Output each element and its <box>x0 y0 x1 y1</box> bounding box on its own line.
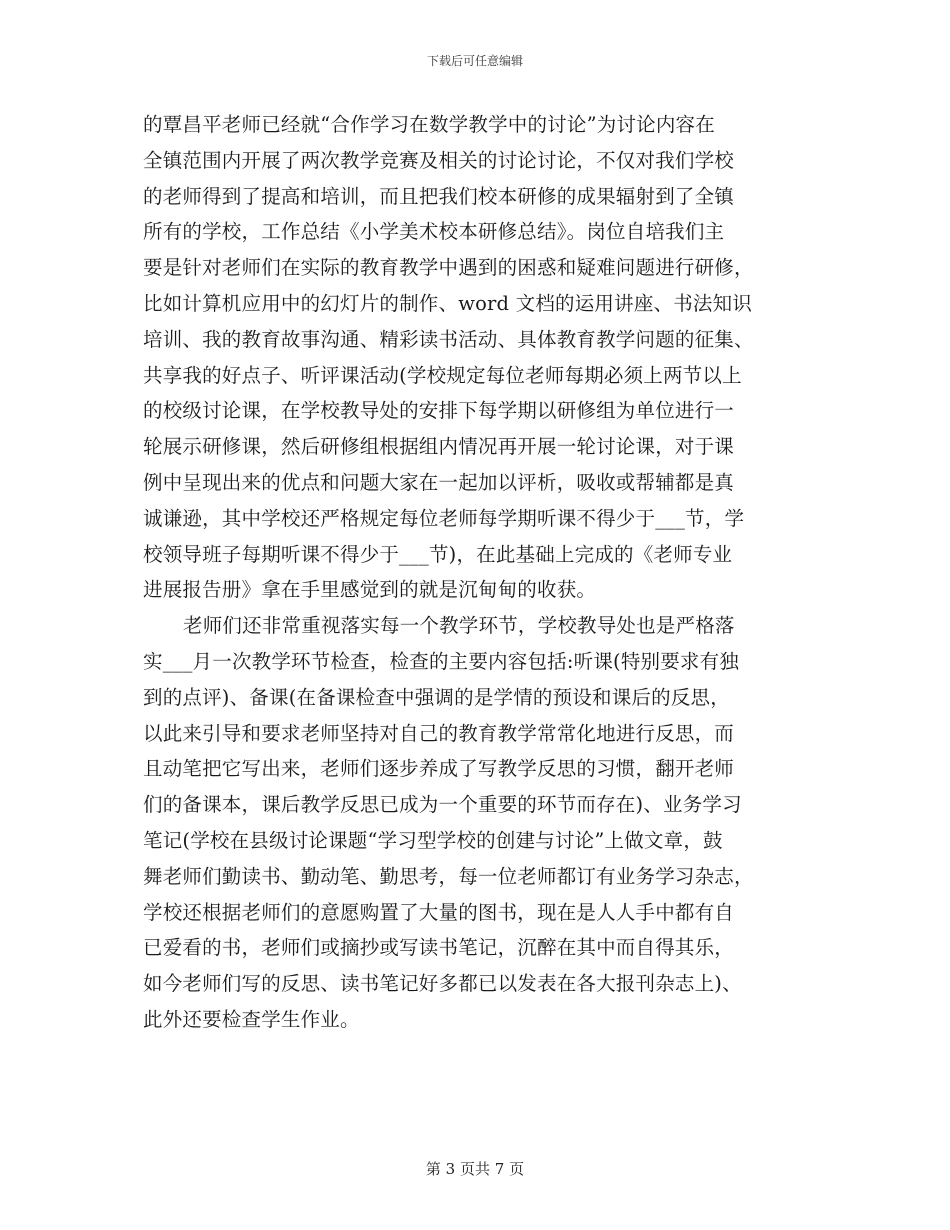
text-line: 以此来引导和要求老师坚持对自己的教育教学常常化地进行反思，而 <box>143 721 735 745</box>
text-line: 已爱看的书，老师们或摘抄或写读书笔记，沉醉在其中而自得其乐， <box>143 936 735 960</box>
paragraph-start-line: 老师们还非常重视落实每一个教学环节，学校教导处也是严格落 <box>183 614 735 638</box>
text-line: 们的备课本，课后教学反思已成为一个重要的环节而存在)、业务学习 <box>143 793 742 817</box>
text-line: 此外还要检查学生作业。 <box>143 1007 360 1031</box>
document-body <box>143 107 805 1038</box>
text-line: 且动笔把它写出来，老师们逐步养成了写教学反思的习惯，翻开老师 <box>143 757 735 781</box>
text-line: 例中呈现出来的优点和问题大家在一起加以评析，吸收或帮辅都是真 <box>143 470 735 494</box>
page-header-note: 下载后可任意编辑 <box>426 54 523 68</box>
text-line: 全镇范围内开展了两次教学竞赛及相关的讨论讨论，不仅对我们学校 <box>143 148 735 172</box>
text-line: 舞老师们勤读书、勤动笔、勤思考，每一位老师都订有业务学习杂志， <box>143 864 754 888</box>
text-line: 的校级讨论课，在学校教导处的安排下每学期以研修组为单位进行一 <box>143 399 735 423</box>
text-line: 到的点评)、备课(在备课检查中强调的是学情的预设和课后的反思， <box>143 685 730 709</box>
text-line: 笔记(学校在县级讨论课题“学习型学校的创建与讨论”上做文章，鼓 <box>143 828 723 852</box>
text-line: 如今老师们写的反思、读书笔记好多都已以发表在各大报刊杂志上)、 <box>143 972 742 996</box>
text-line: 培训、我的教育故事沟通、精彩读书活动、具体教育教学问题的征集、 <box>143 327 754 351</box>
text-line: 进展报告册》拿在手里感觉到的就是沉甸甸的收获。 <box>143 578 597 602</box>
text-line: 诚谦逊，其中学校还严格规定每位老师每学期听课不得少于___节，学 <box>143 506 745 530</box>
text-line: 的老师得到了提高和培训，而且把我们校本研修的成果辐射到了全镇 <box>143 184 735 208</box>
page-number: 第 3 页共 7 页 <box>425 1160 525 1178</box>
text-line: 要是针对老师们在实际的教育教学中遇到的困惑和疑难问题进行研修， <box>143 256 754 280</box>
text-line: 的覃昌平老师已经就“合作学习在数学教学中的讨论”为讨论内容在 <box>143 113 715 136</box>
text-line: 实___月一次教学环节检查，检查的主要内容包括:听课(特别要求有独 <box>143 649 740 673</box>
text-line: 所有的学校，工作总结《小学美术校本研修总结》。岗位自培我们主 <box>143 220 725 244</box>
text-line: 校领导班子每期听课不得少于___节)，在此基础上完成的《老师专业 <box>143 542 733 566</box>
text-line: 轮展示研修课，然后研修组根据组内情况再开展一轮讨论课，对于课 <box>143 435 735 459</box>
text-line: 共享我的好点子、听评课活动(学校规定每位老师每期必须上两节以上 <box>143 363 742 387</box>
text-line: 比如计算机应用中的幻灯片的制作、word 文档的运用讲座、书法知识 <box>143 291 753 315</box>
text-line: 学校还根据老师们的意愿购置了大量的图书，现在是人人手中都有自 <box>143 900 735 924</box>
